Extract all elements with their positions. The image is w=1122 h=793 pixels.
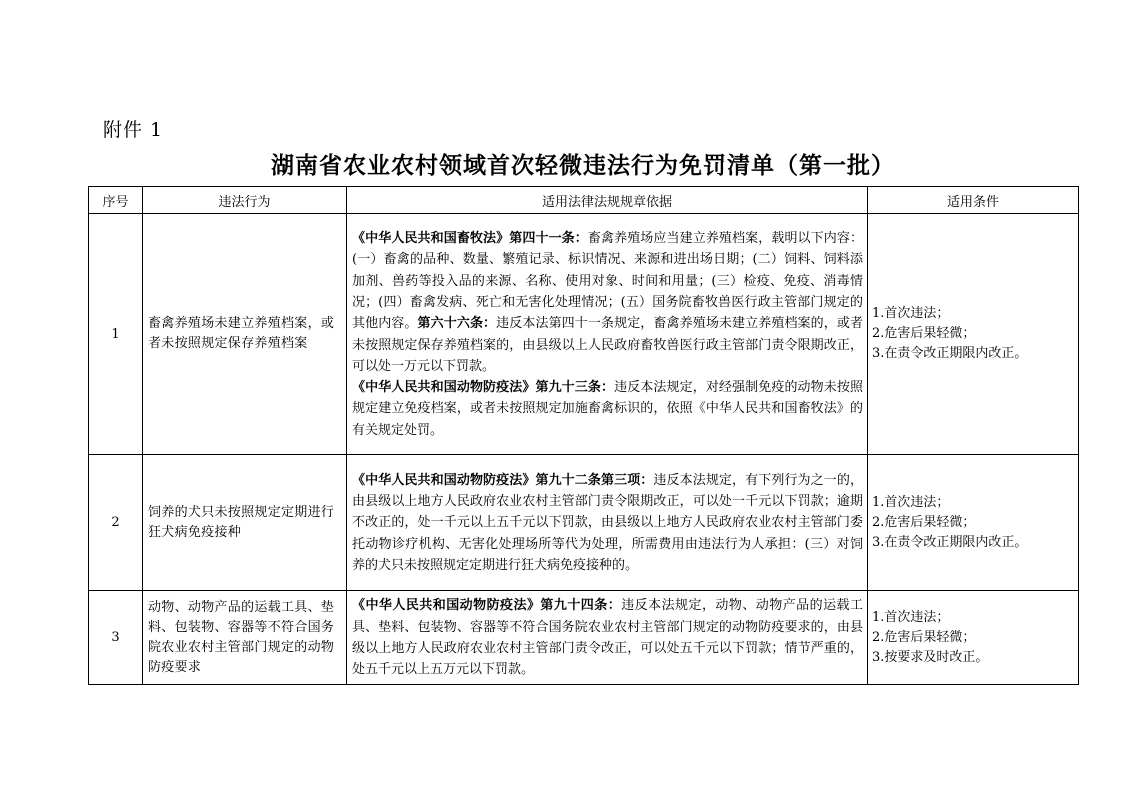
law-citation: 《中华人民共和国动物防疫法》第九十二条第三项： xyxy=(352,472,654,488)
law-text: 违反本法规定，动物、动物产品的运载工具、垫料、包装物、容器等不符合国务院农业农村主管部门规定的动物防疫要求的，由县级以上地方人民政府农业农村主管部门责令改正，可以处五千元以下罚款；情节严重的，处五千元以上五万元以下罚款。 xyxy=(352,598,863,678)
law-citation: 第六十六条： xyxy=(417,316,497,332)
page-title: 湖南省农业农村领域首次轻微违法行为免罚清单（第一批） xyxy=(271,152,895,179)
table-row xyxy=(89,591,1079,685)
row-cond xyxy=(868,455,1079,591)
row-cond xyxy=(868,591,1079,685)
cond-item: 1.首次违法； xyxy=(872,306,950,321)
cond-item: 3.在责令改正期限内改正。 xyxy=(872,346,1028,361)
cond-item: 3.在责令改正期限内改正。 xyxy=(872,534,1028,550)
row-law xyxy=(347,455,868,591)
attachment-label: 附件 1 xyxy=(103,119,164,141)
cond-item: 2.危害后果轻微； xyxy=(872,514,976,530)
exemption-table xyxy=(88,186,1079,685)
header-law: 适用法律法规规章依据 xyxy=(347,187,868,214)
row-cond xyxy=(868,214,1079,455)
law-citation: 《中华人民共和国动物防疫法》第九十三条： xyxy=(352,380,615,396)
table-row xyxy=(89,214,1079,455)
table-header-row xyxy=(89,187,1079,214)
law-citation: 《中华人民共和国动物防疫法》第九十四条： xyxy=(352,598,622,614)
cond-item: 1.首次违法； xyxy=(872,494,950,510)
row-act: 饲养的犬只未按照规定定期进行狂犬病免疫接种 xyxy=(143,455,347,591)
cond-item: 2.危害后果轻微； xyxy=(872,629,976,645)
row-seq: 3 xyxy=(89,591,143,685)
header-act: 违法行为 xyxy=(143,187,347,214)
law-text: 违反本法第四十一条规定，畜禽养殖场未建立养殖档案的，或者未按照规定保存养殖档案的，由县级以上人民政府畜牧兽医行政主管部门责令限期改正，可以处一万元以下罚款。 xyxy=(352,316,863,374)
row-act: 动物、动物产品的运载工具、垫料、包装物、容器等不符合国务院农业农村主管部门规定的动物防疫要求 xyxy=(143,591,347,685)
header-cond: 适用条件 xyxy=(868,187,1079,214)
cond-item: 1.首次违法； xyxy=(872,609,950,625)
row-law xyxy=(347,591,868,685)
law-text: 畜禽养殖场应当建立养殖档案，载明以下内容：(一）畜禽的品种、数量、繁殖记录、标识情况、来源和进出场日期；(二）饲料、饲料添加剂、兽药等投入品的来源、名称、使用对象、时间和用量；(三）检疫、免疫、消毒情况；(四）畜禽发病、死亡和无害化处理情况；(五）国务院畜牧兽医行政主管部门规定的其他内容。 xyxy=(352,231,863,332)
row-seq: 1 xyxy=(89,214,143,455)
header-seq: 序号 xyxy=(89,187,143,214)
row-seq: 2 xyxy=(89,455,143,591)
cond-item: 2.危害后果轻微； xyxy=(872,326,976,341)
row-law xyxy=(347,214,868,455)
table-row xyxy=(89,455,1079,591)
row-act: 畜禽养殖场未建立养殖档案，或者未按照规定保存养殖档案 xyxy=(143,214,347,455)
law-citation: 《中华人民共和国畜牧法》第四十一条： xyxy=(352,231,588,247)
law-text: 违反本法规定，有下列行为之一的，由县级以上地方人民政府农业农村主管部门责令限期改正，可以处一千元以下罚款；逾期不改正的，处一千元以上五千元以下罚款，由县级以上地方人民政府农业农村主管部门委托动物诊疗机构、无害化处理场所等代为处理，所需费用由违法行为人承担：(三）对饲养的犬只未按照规定定期进行狂犬病免疫接种的。 xyxy=(352,472,863,573)
cond-item: 3.按要求及时改正。 xyxy=(872,649,989,665)
law-text: 违反本法规定，对经强制免疫的动物未按照规定建立免疫档案，或者未按照规定加施畜禽标识的，依照《中华人民共和国畜牧法》的有关规定处罚。 xyxy=(352,380,863,438)
